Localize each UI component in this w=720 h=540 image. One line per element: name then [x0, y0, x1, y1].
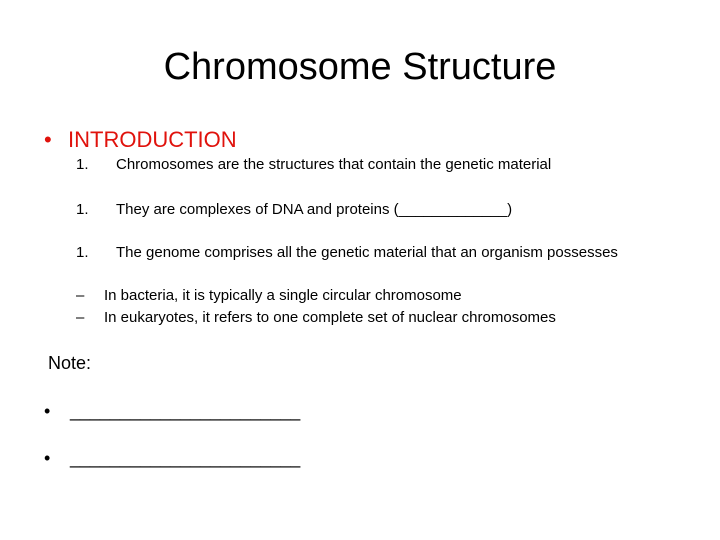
note-item	[44, 447, 300, 469]
slide-title: Chromosome Structure	[163, 46, 557, 88]
dash-icon: –	[76, 287, 85, 304]
item-number: 1.	[76, 244, 89, 261]
item-number: 1.	[76, 201, 89, 218]
note-label: Note:	[48, 353, 92, 373]
numbered-item	[76, 155, 551, 175]
note-item	[44, 400, 300, 422]
numbered-item	[76, 243, 618, 263]
section-heading-introduction	[44, 126, 237, 154]
bullet-icon: •	[44, 401, 51, 421]
note-blank-line: _______________________	[70, 448, 301, 468]
sub-item	[76, 286, 462, 306]
sub-item	[76, 308, 556, 328]
note-blank-line: _______________________	[70, 401, 301, 421]
item-text: The genome comprises all the genetic material that an organism possesses	[116, 244, 618, 261]
dash-icon: –	[76, 309, 85, 326]
sub-item-text: In bacteria, it is typically a single circular chromosome	[104, 287, 462, 304]
item-text: They are complexes of DNA and proteins (_____________)	[116, 201, 513, 218]
numbered-item	[76, 200, 512, 220]
item-text: Chromosomes are the structures that contain the genetic material	[116, 156, 552, 173]
section-heading-label: INTRODUCTION	[68, 127, 237, 152]
bullet-icon: •	[44, 127, 52, 152]
item-number: 1.	[76, 156, 89, 173]
sub-item-text: In eukaryotes, it refers to one complete set of nuclear chromosomes	[104, 309, 556, 326]
bullet-icon: •	[44, 448, 51, 468]
